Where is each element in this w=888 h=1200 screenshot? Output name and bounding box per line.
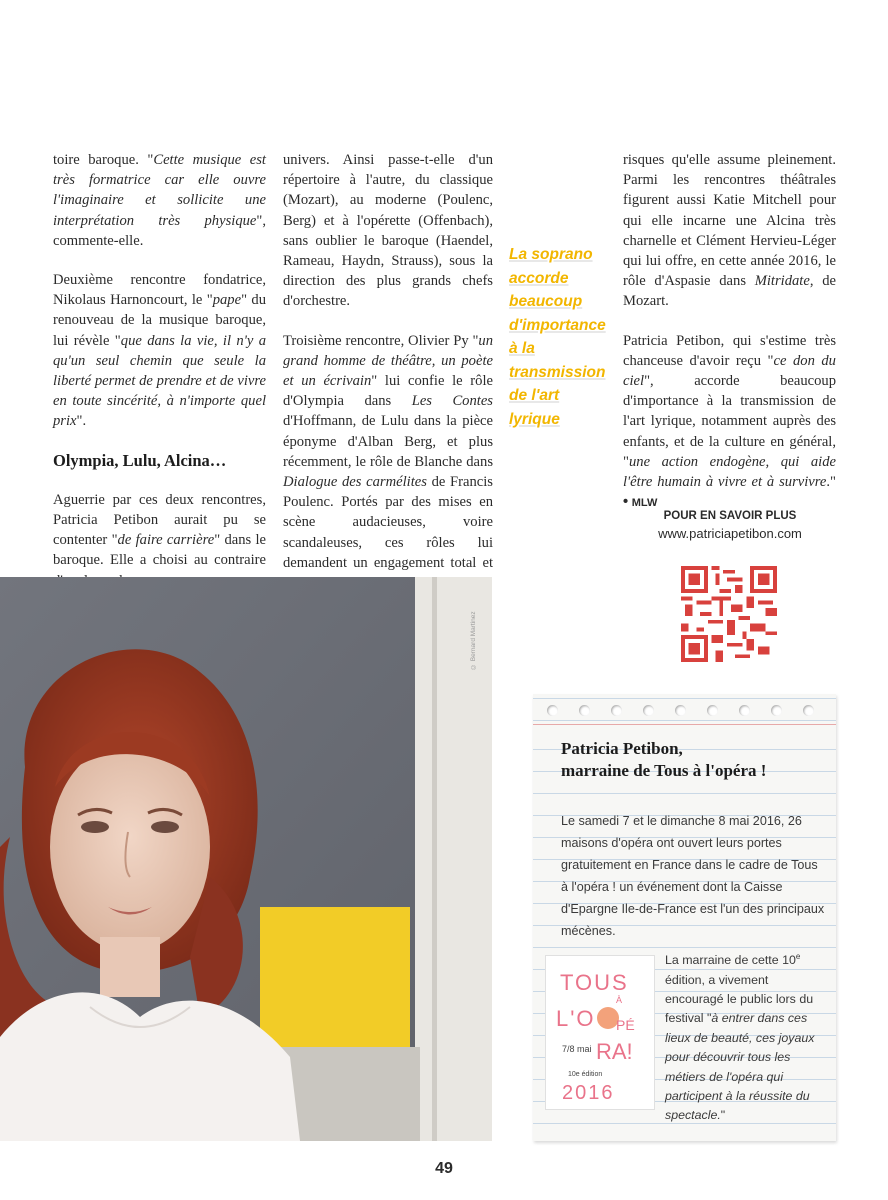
pull-quote-line: à la xyxy=(509,340,535,357)
quote: à entrer dans ces lieux de beauté, ces joyaux pour découvrir tous les métiers de l'opéra qui participent à la réussite du spectacle. xyxy=(665,1011,815,1123)
page-number: 49 xyxy=(435,1160,453,1177)
poster-tous: TOUS xyxy=(560,970,629,995)
box-title: Patricia Petibon, marraine de Tous à l'opéra ! xyxy=(561,739,767,780)
box-detail: La marraine de cette 10e édition, a vivement encouragé le public lors du festival "à entrer dans ces lieux de beauté, ces joyaux pour découvrir tous les métiers de l'opéra qui participent à la réussite du spectacle." xyxy=(665,952,815,1123)
paragraph: Patricia Petibon, qui s'estime très chanceuse d'avoir reçu "ce don du ciel", accorde beaucoup d'importance à la transmission de l'art lyrique, notamment auprès des enfants, et de la culture en général, "une action endogène, qui aide l'être humain à vivre et à survivre." • MLW xyxy=(623,332,836,511)
pull-quote-line: accorde xyxy=(509,269,569,287)
paragraph: Deuxième rencontre fondatrice, Nikolaus Harnoncourt, le "pape" du renouveau de la musique baroque, lui révèle "que dans la vie, il n'y a qu'un seul chemin que seule la liberté permet de prendre et de vivre en toute sincérité, à n'importe quel prix". xyxy=(53,272,266,430)
tous-a-lopera-poster xyxy=(545,955,655,1110)
author-signature: MLW xyxy=(631,497,658,510)
pull-quote-line: transmission xyxy=(509,363,606,381)
bullet: • xyxy=(623,494,629,511)
poster-pe: PÉ xyxy=(616,1017,635,1033)
paragraph: Troisième rencontre, Olivier Py "un grand homme de théâtre, un poète et un écrivain" lui confie le rôle d'Olympia dans Les Contes d'Hoffmann, de Lulu dans la pièce éponyme d'Alban Berg, et plus récemment, le rôle de Blanche dans Dialogue des carmélites de Francis Poulenc. Portés par des mises en scène audacieuses, voire scandaleuses, ces rôles lui demandent un engagement total et xyxy=(283,332,493,571)
quote: de faire carrière xyxy=(117,532,215,549)
portrait-illustration xyxy=(0,577,492,1141)
quote: ce don du ciel xyxy=(623,352,836,390)
pull-quote-line: d'importance xyxy=(509,316,606,334)
quote: une action endogène, qui aide l'être humain à vivre et à survivre xyxy=(623,453,836,491)
poster-ra: RA! xyxy=(596,1039,633,1064)
poster-year: 2016 xyxy=(562,1082,615,1104)
poster-date: 7/8 mai xyxy=(562,1044,592,1054)
more-info xyxy=(640,510,820,541)
qr-code[interactable] xyxy=(681,566,777,662)
poster-illustration xyxy=(546,956,654,1109)
quote: un grand homme de théâtre, un poète et un écrivain xyxy=(283,332,493,390)
article-column-4 xyxy=(623,150,836,532)
portrait-photo xyxy=(0,577,492,1141)
info-box xyxy=(533,694,836,1141)
paragraph: risques qu'elle assume pleinement. Parmi les rencontres théâtrales figurent aussi Katie Mitchell pour qui elle incarne une Alcina très charnelle et Clément Hervieu-Léger qui lui offre, en cette année 2016, le rôle d'Aspasie dans Mitridate, de Mozart. xyxy=(623,152,836,310)
photo-credit: © Bernard Martinez xyxy=(470,611,477,670)
poster-edition: 10e édition xyxy=(568,1071,603,1078)
pull-quote-line: lyrique xyxy=(509,410,560,428)
pull-quote xyxy=(509,243,609,431)
paragraph: toire baroque. "Cette musique est très formatrice car elle ouvre l'imaginaire et sollicite une interprétation très physique", commente-elle. xyxy=(53,152,266,249)
quote: Cette musique est très formatrice car elle ouvre l'imaginaire et sollicite une interprétation très physique xyxy=(53,152,266,229)
pull-quote-line: beaucoup xyxy=(509,293,583,310)
paragraph: univers. Ainsi passe-t-elle d'un répertoire à l'autre, du classique (Mozart), au moderne (Poulenc, Berg) et à l'opérette (Offenbach), sans oublier le baroque (Haendel, Rameau, Haydn, Strauss), sous la direction des plus grands chefs d'orchestre. xyxy=(283,152,493,310)
subheading: Olympia, Lulu, Alcina… xyxy=(53,450,227,470)
box-intro: Le samedi 7 et le dimanche 8 mai 2016, 26 maisons d'opéra ont ouvert leurs portes gratuitement en France dans le cadre de Tous à l'opéra ! un événement dont la Caisse d'Epargne Ile-de-France est l'un des principaux mécènes. xyxy=(561,814,825,938)
poster-a: À xyxy=(616,995,623,1005)
pull-quote-line: de l'art xyxy=(509,387,560,404)
more-info-label: POUR EN SAVOIR PLUS xyxy=(663,510,797,522)
website-link[interactable]: www.patriciapetibon.com xyxy=(658,526,802,541)
pull-quote-line: La soprano xyxy=(509,246,593,263)
quote: que dans la vie, il n'y a qu'un seul chemin que seule la liberté permet de prendre et de vivre en toute sincérité, à n'importe quel prix xyxy=(53,332,266,430)
article-column-1 xyxy=(53,150,266,610)
poster-lo: L'O xyxy=(556,1006,596,1031)
paragraph: Aguerrie par ces deux rencontres, Patricia Petibon aurait pu se contenter "de faire carrière" dans le baroque. Elle a choisi au contraire xyxy=(53,491,267,569)
article-column-2 xyxy=(283,150,493,612)
binder-holes xyxy=(547,705,826,717)
